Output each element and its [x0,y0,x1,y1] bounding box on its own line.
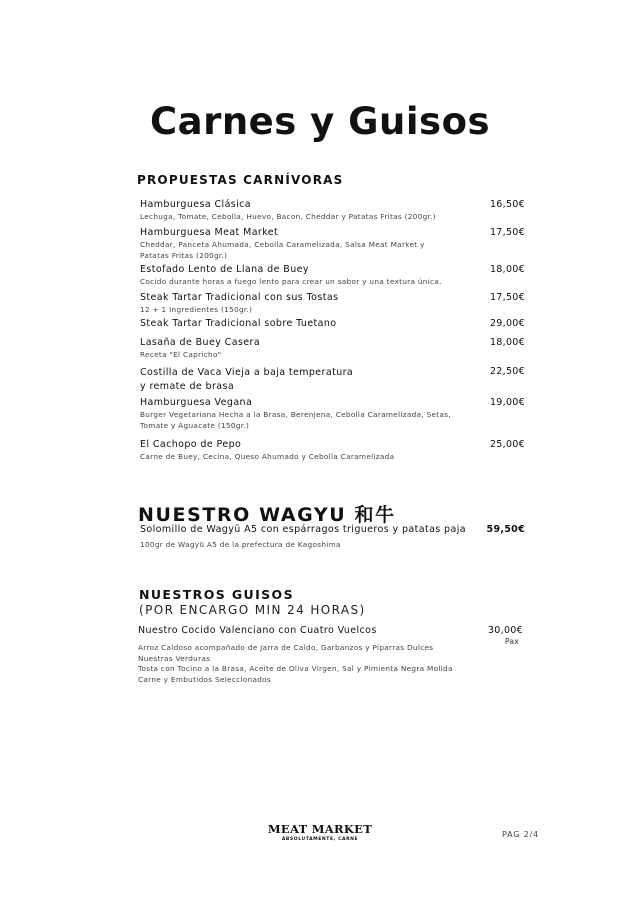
dish-description-line: Burger Vegetariana Hecha a la Brasa, Berenjena, Cebolla Caramelizada, Setas, [140,410,451,419]
section-heading-wagyu: NUESTRO WAGYU 和牛 [138,504,396,526]
menu-item [140,199,525,223]
menu-item-wagyu [140,524,525,551]
menu-item [140,366,525,393]
dish-description [140,452,525,463]
brand-logo [260,822,380,842]
dish-name: Costilla de Vaca Vieja a baja temperatura y remate de brasa [140,367,354,392]
menu-item [140,318,525,330]
dish-description-line: Cocido durante horas a fuego lento para crear un sabor y una textura única. [140,277,442,286]
menu-item [140,227,525,261]
dish-description-line: Receta "El Capricho" [140,350,222,359]
dish-price: 22,50€ [489,366,525,377]
menu-item-cocido [138,625,523,685]
dish-price: 59,50€ [486,524,525,535]
menu-item [140,264,525,288]
menu-item [140,337,525,361]
dish-description-line: 12 + 1 Ingredientes (150gr.) [140,305,253,314]
dish-description [140,305,525,316]
dish-price: 18,00€ [489,337,525,348]
dish-description-line: Tomate y Aguacate (150gr.) [140,420,250,430]
dish-name: Hamburguesa Clásica [140,199,252,210]
dish-price: 30,00€ [487,625,523,636]
dish-description-line: Carne de Buey, Cecina, Queso Ahumado y Cebolla Caramelizada [140,452,395,461]
dish-name: Hamburguesa Meat Market [140,227,279,238]
dish-name: Solomillo de Wagyū A5 con espárragos trigueros y patatas paja [140,524,466,535]
brand-tagline: ABSOLUTAMENTE, CARNE [281,837,359,842]
page-number: PAG 2/4 [502,830,539,839]
dish-description [140,212,525,223]
dish-name: Lasaña de Buey Casera [140,337,261,348]
dish-price: 18,00€ [489,264,525,275]
section-subheading-guisos: (POR ENCARGO MIN 24 HORAS) [139,603,366,617]
dish-price: 17,50€ [489,292,525,303]
dish-name: Hamburguesa Vegana [140,397,253,408]
dish-name: Steak Tartar Tradicional sobre Tuetano [140,318,337,329]
dish-name: El Cachopo de Pepo [140,439,242,450]
dish-name: Nuestro Cocido Valenciano con Cuatro Vuelcos [138,625,377,636]
section-heading-carnivoras: PROPUESTAS CARNÍVORAS [137,173,344,187]
dish-description-line: Patatas Fritas (200gr.) [140,250,228,260]
dish-name: Steak Tartar Tradicional con sus Tostas [140,292,339,303]
dish-description [140,410,525,431]
dish-description-line: Tosta con Tocino a la Brasa, Aceite de Oliva Virgen, Sal y Pimienta Negra Molida [138,664,453,673]
dish-price: 19,00€ [489,397,525,408]
menu-item [140,292,525,316]
price-unit: Pax [504,637,519,646]
menu-item [140,439,525,463]
dish-name: Estofado Lento de Llana de Buey [140,264,309,275]
dish-description-line: Nuestras Verduras [138,653,211,663]
dish-price: 16,50€ [489,199,525,210]
dish-description: 100gr de Wagyū A5 de la prefectura de Kagoshima [140,540,341,549]
section-heading-guisos: NUESTROS GUISOS [139,587,294,602]
dish-price: 17,50€ [489,227,525,238]
dish-price: 29,00€ [489,318,525,329]
dish-description-line: Cheddar, Panceta Ahumada, Cebolla Caramelizada, Salsa Meat Market y [140,240,425,249]
menu-item [140,397,525,431]
dish-description [138,643,523,685]
dish-description-line: Carne y Embutidos Seleccionados [138,674,272,684]
brand-name: MEAT MARKET [267,822,373,836]
dish-description-line: Arroz Caldoso acompañado de Jarra de Caldo, Garbanzos y Piparras Dulces [138,643,434,652]
dish-price: 25,00€ [489,439,525,450]
page-title: Carnes y Guisos [149,100,491,143]
dish-description [140,350,525,361]
dish-description-line: Lechuga, Tomate, Cebolla, Huevo, Bacon, Cheddar y Patatas Fritas (200gr.) [140,212,436,221]
dish-description [140,277,525,288]
dish-description [140,240,525,261]
